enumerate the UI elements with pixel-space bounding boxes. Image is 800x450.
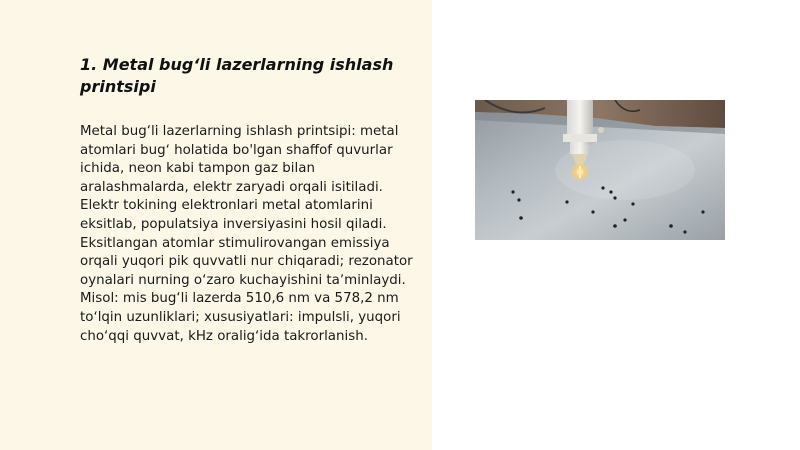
slide-body-text: Metal bug‘li lazerlarning ishlash printsipi: metal atomlari bugʻ holatida bo'lgan shaffof quvurlar ichida, neon kabi tampon gaz bilan aralashmalarda, elektr zaryadi orqali isitiladi. Elektr tokining elektronlari metal atomlarini eksitlab, populatsiya inversiyasini hosil qiladi. Eksitlangan atomlar stimulirovangan emissiya orqali yuqori pik quvvatli nur chiqaradi; rezonator oynalari nurning oʻzaro kuchayishini taʼminlaydi. Misol: mis bug‘li lazerda 510,6 nm va 578,2 nm toʻlqin uzunliklari; xususiyatlari: impulsli, yuqori choʻqqi quvvat, kHz oraligʻida takrorlanish. — [80, 124, 413, 344]
slide-title: 1. Metal bug‘li lazerlarning ishlash printsipi — [80, 55, 394, 96]
laser-cutting-photo — [475, 100, 725, 240]
